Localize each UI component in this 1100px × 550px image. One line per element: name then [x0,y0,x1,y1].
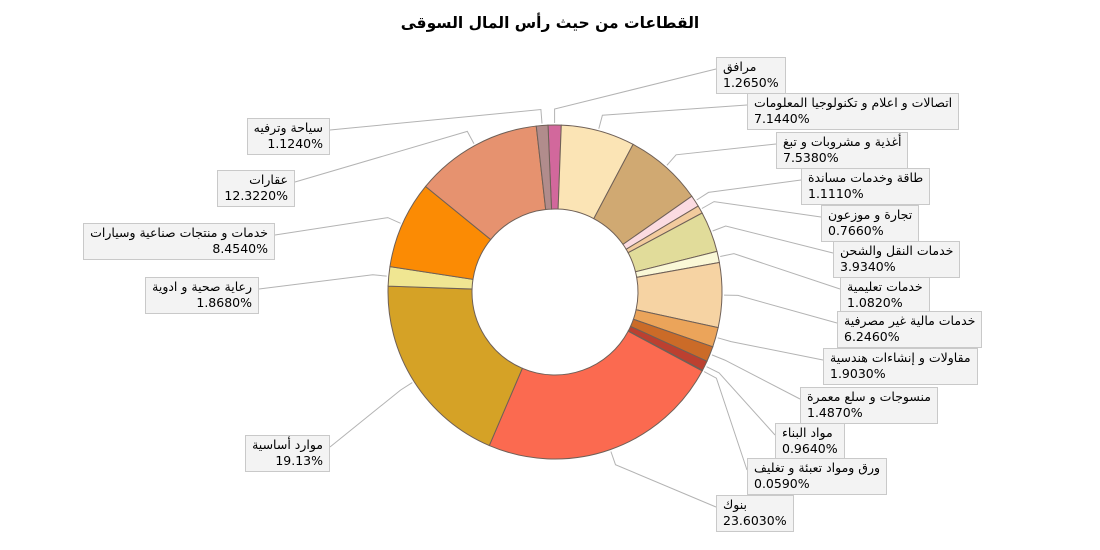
sector-name: موارد أساسية [252,437,323,452]
leader-line-1 [555,69,716,123]
sector-name: أغذية و مشروبات و تبغ [783,134,902,149]
sector-percent: 19.13% [275,453,323,468]
leader-line-18 [330,110,542,131]
sector-label-15 [145,277,259,314]
sector-label-9 [823,348,978,385]
leader-line-3 [667,144,776,165]
sector-name: خدمات مالية غير مصرفية [844,313,976,328]
sector-percent: 1.8680% [196,295,252,310]
sector-percent: 0.0590% [754,476,810,491]
leader-line-15 [259,275,387,289]
sector-label-12 [747,458,887,495]
sector-percent: 0.7660% [828,223,884,238]
sector-label-17 [217,170,295,207]
sector-label-16 [83,223,275,260]
sector-percent: 1.1110% [808,186,864,201]
leader-line-12 [704,372,747,470]
sector-name: خدمات و منتجات صناعية وسيارات [90,225,268,240]
leader-line-11 [707,367,775,435]
sector-label-3 [776,132,908,169]
sector-label-1 [716,57,786,94]
sector-percent: 3.9340% [840,259,896,274]
sector-percent: 23.6030% [723,513,787,528]
sector-label-10 [800,387,938,424]
sector-name: اتصالات و اعلام و تكنولوجيا المعلومات [754,95,953,110]
sector-name: بنوك [723,497,748,512]
sector-name: سياحة وترفيه [253,120,323,135]
sector-percent: 1.4870% [807,405,863,420]
leader-line-13 [611,452,716,508]
sector-percent: 1.2650% [723,75,779,90]
sector-percent: 12.3220% [224,188,288,203]
sector-label-7 [840,277,930,314]
leader-line-16 [275,218,401,235]
sector-label-5 [821,205,919,242]
sector-percent: 1.9030% [830,366,886,381]
leader-line-4 [697,180,801,200]
leader-line-2 [599,105,747,129]
sector-label-6 [833,241,960,278]
sector-label-11 [775,423,845,460]
leader-line-7 [720,254,840,289]
sector-name: خدمات تعليمية [847,279,923,294]
sector-percent: 0.9640% [782,441,838,456]
sector-percent: 7.1440% [754,111,810,126]
sector-label-4 [801,168,930,205]
sector-name: تجارة و موزعون [828,207,913,222]
leader-line-6 [713,226,833,253]
sector-name: مرافق [723,59,757,74]
sector-name: مقاولات و إنشاءات هندسية [830,350,971,365]
sector-label-8 [837,311,982,348]
sector-percent: 8.4540% [212,241,268,256]
leader-line-14 [330,383,412,447]
sector-name: ورق ومواد تعبئة و تغليف [754,460,881,475]
sector-label-18 [247,118,330,155]
sector-name: خدمات النقل والشحن [840,243,954,258]
sector-name: منسوجات و سلع معمرة [807,389,931,404]
sector-name: طاقة وخدمات مساندة [808,170,924,185]
sector-percent: 1.0820% [847,295,903,310]
sector-percent: 7.5380% [783,150,839,165]
sector-name: رعاية صحية و ادوية [152,279,252,294]
leader-line-8 [724,295,837,323]
sector-name: عقارات [249,172,288,187]
sector-name: مواد البناء [782,425,833,440]
sector-percent: 6.2460% [844,329,900,344]
leader-line-10 [712,355,800,399]
chart-title: القطاعات من حيث رأس المال السوقى [400,14,700,32]
sector-percent: 1.1240% [267,136,323,151]
sector-label-13 [716,495,794,532]
sector-label-14 [245,435,330,472]
sector-label-2 [747,93,959,130]
leader-line-9 [718,338,823,360]
